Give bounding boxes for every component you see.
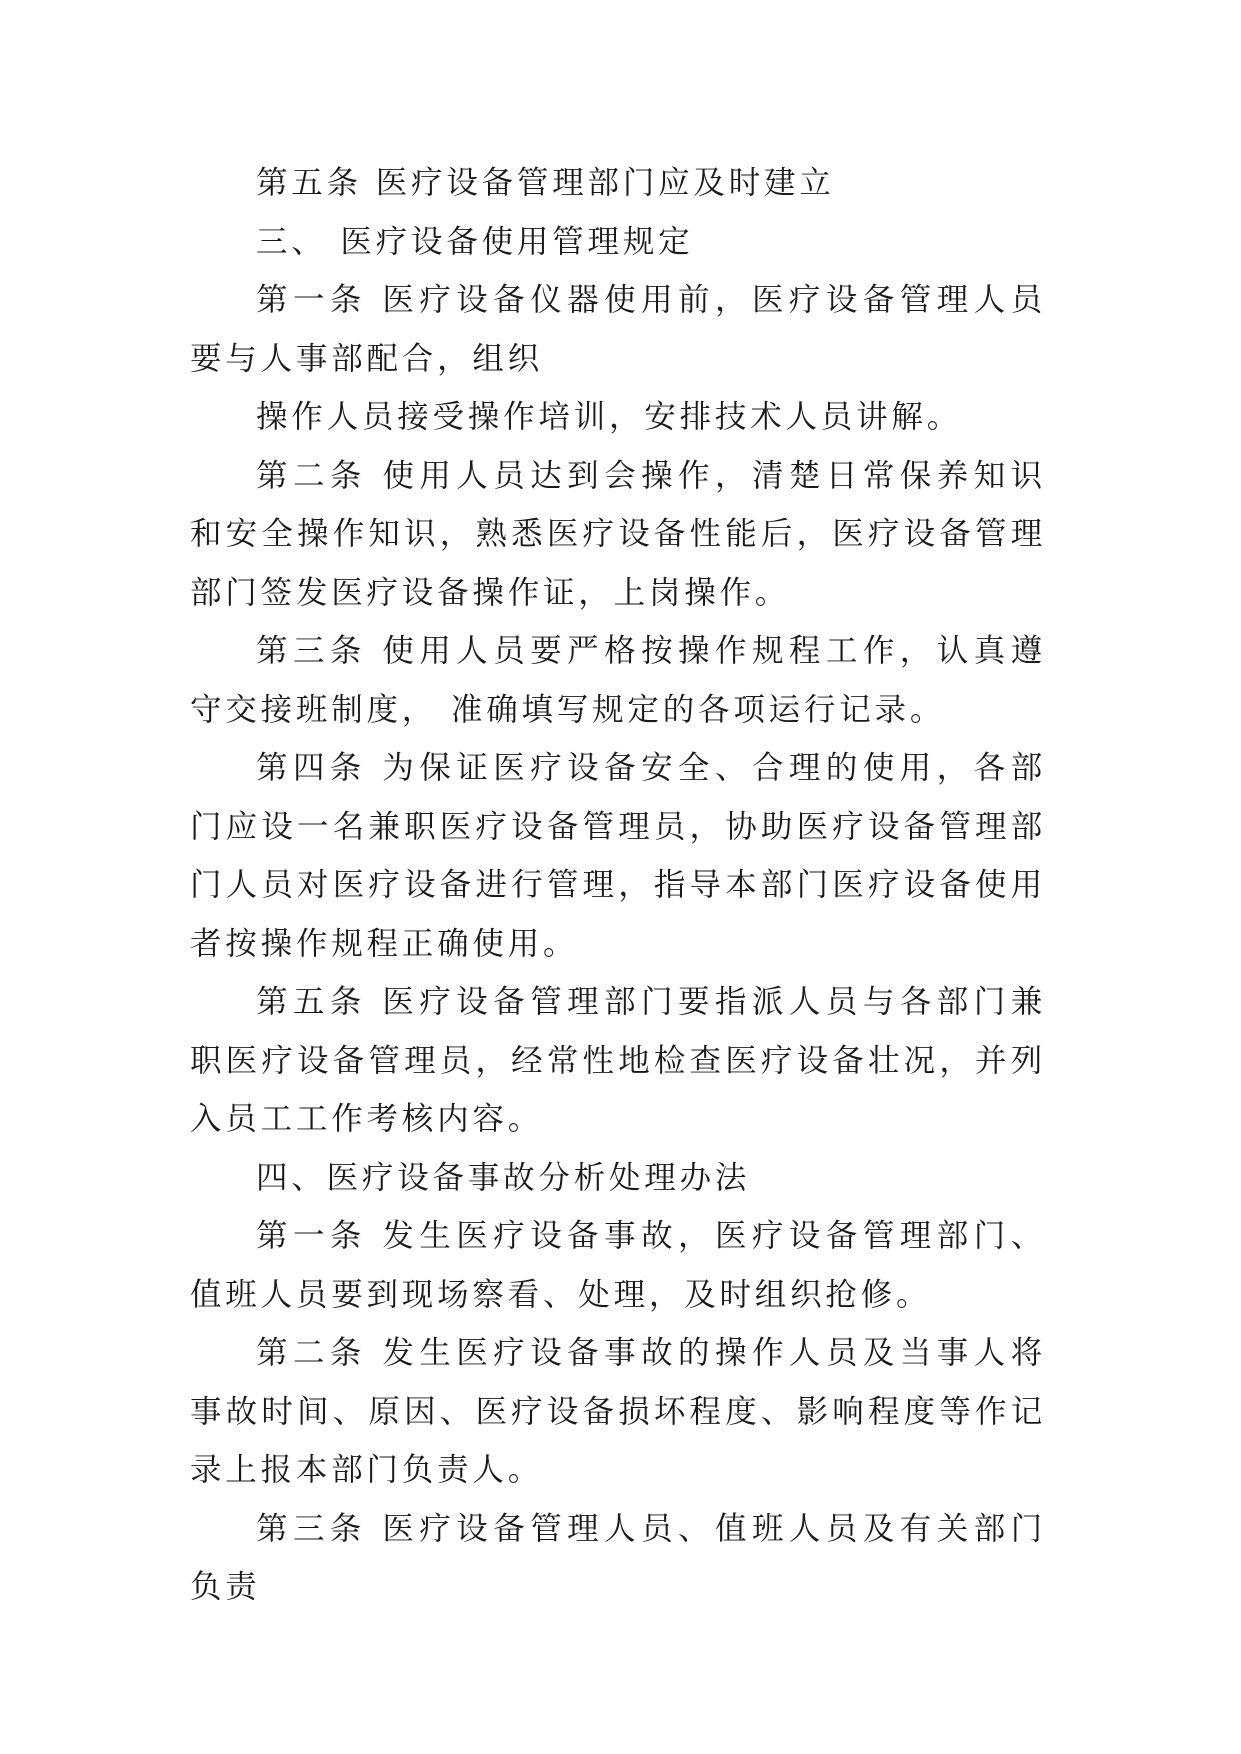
section-heading-usage-rules: 三、 医疗设备使用管理规定	[256, 223, 694, 260]
paragraph-article-1-training: 第一条 医疗设备仪器使用前，医疗设备管理人员要与人事部配合，组织	[190, 282, 1046, 377]
paragraph-operator-training: 操作人员接受操作培训，安排技术人员讲解。	[256, 399, 963, 435]
paragraph-article-4-administrator: 第四条 为保证医疗设备安全、合理的使用，各部门应设一名兼职医疗设备管理员，协助医疗设备管理部门人员对医疗设备进行管理，指导本部门医疗设备使用者按操作规程正确使用。	[190, 750, 1046, 962]
paragraph-accident-article-3: 第三条 医疗设备管理人员、值班人员及有关部门负责	[190, 1510, 1046, 1605]
document-body	[190, 154, 1046, 1617]
section-heading-accident-handling: 四、医疗设备事故分析处理办法	[256, 1159, 751, 1196]
paragraph-accident-article-1: 第一条 发生医疗设备事故，医疗设备管理部门、值班人员要到现场察看、处理，及时组织抢修。	[190, 1218, 1046, 1313]
paragraph-accident-article-2: 第二条 发生医疗设备事故的操作人员及当事人将事故时间、原因、医疗设备损坏程度、影响程度等作记录上报本部门负责人。	[190, 1335, 1046, 1488]
paragraph-article-5-record: 第五条 医疗设备管理部门应及时建立	[256, 165, 835, 201]
paragraph-article-5-inspection: 第五条 医疗设备管理部门要指派人员与各部门兼职医疗设备管理员，经常性地检查医疗设备壮况，并列入员工工作考核内容。	[190, 984, 1046, 1137]
paragraph-article-3-procedures: 第三条 使用人员要严格按操作规程工作，认真遵守交接班制度， 准确填写规定的各项运行记录。	[190, 633, 1046, 728]
paragraph-article-2-certificate: 第二条 使用人员达到会操作，清楚日常保养知识和安全操作知识，熟悉医疗设备性能后，医疗设备管理部门签发医疗设备操作证，上岗操作。	[190, 457, 1046, 611]
